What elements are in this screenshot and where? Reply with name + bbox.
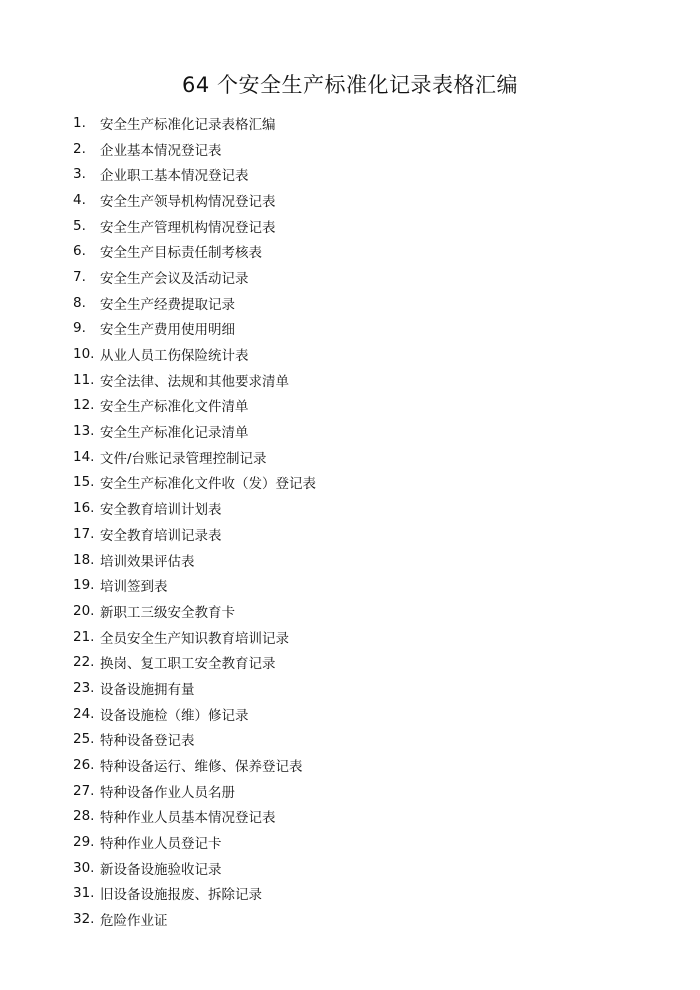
list-item (73, 418, 316, 444)
list-item-text: 特种设备作业人员名册 (100, 784, 235, 801)
list-item-number: 11. (73, 371, 95, 388)
list-item (73, 701, 316, 727)
list-item (73, 547, 316, 573)
list-item (73, 855, 316, 881)
list-item (73, 495, 316, 521)
list-item (73, 136, 316, 162)
list-item (73, 649, 316, 675)
list-item-text: 安全教育培训计划表 (100, 502, 222, 519)
list-item-text: 旧设备设施报废、拆除记录 (100, 887, 262, 904)
list-item-text: 危险作业证 (100, 913, 168, 930)
list-item-number: 4. (73, 191, 86, 208)
list-item-number: 13. (73, 423, 95, 440)
list-item (73, 727, 316, 753)
list-item (73, 213, 316, 239)
list-item-text: 企业职工基本情况登记表 (100, 168, 249, 185)
list-item-number: 18. (73, 551, 95, 568)
list-item-number: 14. (73, 448, 95, 465)
list-item-text: 培训效果评估表 (100, 553, 195, 570)
list-item-number: 5. (73, 217, 86, 234)
list-item-number: 22. (73, 654, 95, 671)
list-item-number: 21. (73, 628, 95, 645)
list-item-number: 27. (73, 782, 95, 799)
list-item-text: 安全生产管理机构情况登记表 (100, 219, 276, 236)
list-item-number: 2. (73, 140, 86, 157)
list-item-number: 30. (73, 859, 95, 876)
list-item-text: 从业人员工伤保险统计表 (100, 348, 249, 365)
list-item-number: 9. (73, 320, 86, 337)
list-item (73, 521, 316, 547)
table-of-contents (73, 110, 316, 932)
list-item-text: 安全生产领导机构情况登记表 (100, 193, 276, 210)
list-item-text: 文件/台账记录管理控制记录 (100, 450, 267, 467)
list-item-number: 23. (73, 679, 95, 696)
list-item-text: 特种设备运行、维修、保养登记表 (100, 759, 303, 776)
list-item-number: 6. (73, 243, 86, 260)
page-title: 64 个安全生产标准化记录表格汇编 (182, 73, 518, 97)
list-item-text: 设备设施拥有量 (100, 681, 195, 698)
list-item (73, 675, 316, 701)
list-item-text: 特种作业人员基本情况登记表 (100, 810, 276, 827)
list-item (73, 264, 316, 290)
list-item (73, 906, 316, 932)
list-item (73, 598, 316, 624)
list-item-number: 25. (73, 731, 95, 748)
list-item-text: 安全生产标准化文件收（发）登记表 (100, 476, 316, 493)
list-item (73, 187, 316, 213)
list-item-number: 28. (73, 808, 95, 825)
list-item-number: 8. (73, 294, 86, 311)
list-item (73, 341, 316, 367)
list-item (73, 470, 316, 496)
list-item-number: 19. (73, 577, 95, 594)
list-item (73, 624, 316, 650)
list-item-text: 安全教育培训记录表 (100, 527, 222, 544)
list-item-text: 安全生产标准化记录清单 (100, 425, 249, 442)
list-item-text: 特种设备登记表 (100, 733, 195, 750)
list-item-number: 17. (73, 525, 95, 542)
list-item (73, 804, 316, 830)
list-item-number: 12. (73, 397, 95, 414)
list-item (73, 367, 316, 393)
list-item-text: 安全生产标准化文件清单 (100, 399, 249, 416)
list-item (73, 572, 316, 598)
list-item (73, 393, 316, 419)
list-item-text: 安全法律、法规和其他要求清单 (100, 373, 289, 390)
list-item (73, 444, 316, 470)
list-item-text: 新职工三级安全教育卡 (100, 604, 235, 621)
list-item (73, 316, 316, 342)
list-item-number: 31. (73, 885, 95, 902)
list-item (73, 161, 316, 187)
list-item-number: 26. (73, 757, 95, 774)
list-item (73, 778, 316, 804)
list-item-number: 3. (73, 166, 86, 183)
list-item (73, 881, 316, 907)
list-item-number: 32. (73, 911, 95, 928)
list-item-text: 企业基本情况登记表 (100, 142, 222, 159)
list-item-number: 29. (73, 834, 95, 851)
list-item-text: 安全生产标准化记录表格汇编 (100, 116, 276, 133)
list-item-number: 15. (73, 474, 95, 491)
list-item-text: 换岗、复工职工安全教育记录 (100, 656, 276, 673)
list-item-number: 10. (73, 346, 95, 363)
list-item-text: 安全生产经费提取记录 (100, 296, 235, 313)
list-item (73, 829, 316, 855)
list-item-text: 培训签到表 (100, 579, 168, 596)
list-item-number: 16. (73, 500, 95, 517)
list-item (73, 238, 316, 264)
list-item-number: 20. (73, 602, 95, 619)
list-item (73, 110, 316, 136)
list-item-text: 全员安全生产知识教育培训记录 (100, 630, 289, 647)
list-item-number: 1. (73, 114, 86, 131)
list-item-text: 设备设施检（维）修记录 (100, 707, 249, 724)
list-item-text: 特种作业人员登记卡 (100, 836, 222, 853)
list-item-number: 24. (73, 705, 95, 722)
list-item-text: 安全生产会议及活动记录 (100, 270, 249, 287)
list-item (73, 290, 316, 316)
list-item-text: 安全生产费用使用明细 (100, 322, 235, 339)
list-item-text: 新设备设施验收记录 (100, 861, 222, 878)
list-item (73, 752, 316, 778)
list-item-text: 安全生产目标责任制考核表 (100, 245, 262, 262)
list-item-number: 7. (73, 268, 86, 285)
